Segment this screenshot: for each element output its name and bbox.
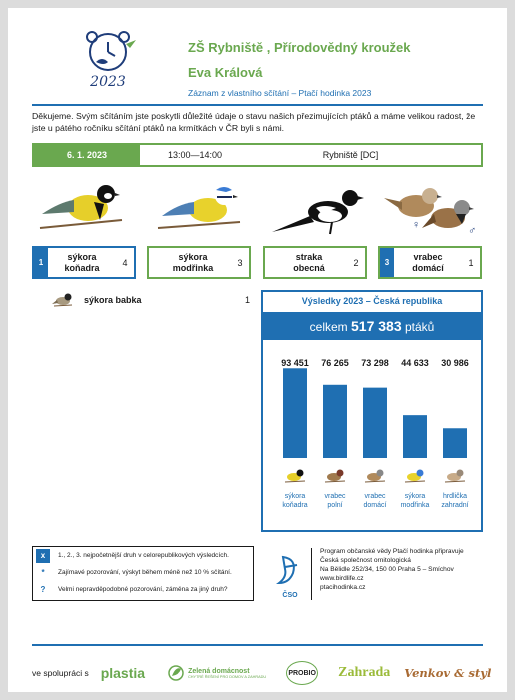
session-bar: [32, 143, 483, 167]
org-link-ptacihodinka[interactable]: ptacihodinka.cz: [320, 583, 366, 591]
total-value: 517 383: [351, 318, 402, 334]
org-line: Česká společnost ornitologická: [320, 556, 411, 564]
thank-you-text: Děkujeme. Svým sčítáním jste poskytli důležité údaje o stavu našich přezimujících ptáků a máme velikou radost, že jste u pátého ročníku sčítání ptáků na krmítkách v ČR byli s námi.: [32, 111, 476, 133]
legend-row: [33, 564, 253, 581]
results-bar-chart: [263, 342, 481, 530]
session-time: 13:00—14:00: [167, 150, 223, 160]
legend-text: Velmi nepravděpodobné pozorování, záměna za jiný druh?: [58, 586, 228, 593]
bar-bird-icon: [445, 470, 465, 483]
blue-tit-illustration: [156, 180, 242, 232]
species-name: sýkora: [178, 251, 208, 262]
legend-key: ?: [40, 585, 46, 594]
ptaci-hodinka-logo: [82, 28, 142, 98]
session-date: 6. 1. 2023: [34, 145, 140, 165]
bottom-divider: [32, 644, 483, 646]
org-divider: [311, 548, 312, 600]
species-name: straka: [295, 251, 323, 262]
species-name: obecná: [293, 262, 325, 273]
female-symbol: ♀: [412, 219, 421, 231]
bar: [443, 428, 467, 458]
species-count: 2: [353, 257, 359, 268]
bar: [323, 385, 347, 458]
category-label: vrabec: [324, 493, 346, 500]
org-info: [320, 548, 490, 593]
bar-bird-icon: [405, 470, 425, 483]
bar: [363, 388, 387, 458]
magpie-illustration: [270, 180, 366, 236]
top-divider: [32, 104, 483, 106]
male-symbol: ♂: [468, 225, 477, 237]
species-count: 4: [122, 257, 128, 268]
species-card-magpie: [263, 246, 367, 279]
logo-year: 2023: [90, 74, 126, 90]
total-suffix: ptáků: [404, 320, 435, 334]
zahrada-logo: Zahrada: [338, 665, 391, 680]
great-tit-illustration: [38, 180, 124, 232]
bar-bird-icon: [365, 470, 385, 483]
rank-badge: 1: [34, 248, 48, 277]
session-place: Rybniště [DC]: [322, 150, 379, 160]
cso-logo-text: ČSO: [282, 592, 298, 599]
probio-logo: PROBIO: [286, 661, 318, 685]
species-name: sýkora babka: [84, 295, 142, 305]
species-name: modřinka: [172, 262, 214, 273]
extra-species-row: [52, 290, 250, 310]
legend-key: *: [41, 568, 45, 577]
org-line: Na Bělidle 252/34, 150 00 Praha 5 – Smíchov: [320, 565, 454, 573]
zelena-title: Zelená domácnost: [188, 667, 250, 675]
species-count: 1: [468, 257, 474, 268]
bar-value-label: 76 265: [321, 358, 349, 368]
rank-badge: 3: [380, 248, 394, 277]
leaf-icon: [167, 664, 185, 682]
school-title: ZŠ Rybniště , Přírodovědný kroužek: [188, 40, 411, 55]
bar-value-label: 93 451: [281, 358, 309, 368]
marsh-tit-icon: [52, 291, 84, 309]
category-label: koňadra: [282, 502, 308, 509]
category-label: sýkora: [284, 493, 306, 500]
bar: [403, 415, 427, 458]
species-count: 3: [237, 257, 243, 268]
national-results-panel: [261, 290, 483, 532]
species-name: koňadra: [64, 262, 100, 273]
total-prefix: celkem: [309, 320, 348, 334]
legend-key: x: [36, 549, 50, 563]
observer-name: Eva Králová: [188, 65, 263, 80]
species-name: domácí: [412, 262, 444, 273]
zelena-tagline: CHYTRÉ ŘEŠENÍ PRO DOMOV A ZAHRADU: [188, 674, 267, 679]
species-name: sýkora: [67, 251, 97, 262]
org-link-birdlife[interactable]: www.birdlife.cz: [320, 574, 364, 582]
results-total: [263, 312, 481, 340]
legend-box: [32, 546, 254, 601]
bar: [283, 368, 307, 458]
record-sheet: [8, 8, 507, 692]
partners-bar: [32, 658, 492, 688]
bar-bird-icon: [325, 470, 345, 483]
category-label: modřinka: [400, 502, 430, 509]
category-label: polní: [327, 502, 343, 509]
bar-value-label: 44 633: [401, 358, 429, 368]
species-count: 1: [244, 295, 250, 305]
species-card-great-tit: [32, 246, 136, 279]
plastia-logo: plastia: [100, 665, 146, 681]
legend-text: Zajímavé pozorování, výskyt během méně než 10 % sčítání.: [58, 569, 232, 576]
partners-label: ve spolupráci s: [32, 668, 89, 678]
bar-value-label: 30 986: [441, 358, 469, 368]
zelena-domacnost-logo: [167, 664, 266, 682]
legend-row: [33, 547, 253, 564]
record-subtitle: Záznam z vlastního sčítání – Ptačí hodinka 2023: [188, 88, 372, 98]
org-line: Program občanské vědy Ptačí hodinka připravuje: [320, 548, 464, 555]
cso-logo: [275, 553, 305, 601]
species-name: vrabec: [413, 251, 443, 262]
legend-text: 1., 2., 3. nejpočetnější druh v celorepublikových výsledcích.: [58, 552, 229, 559]
species-card-house-sparrow: [378, 246, 482, 279]
category-label: vrabec: [364, 493, 386, 500]
category-label: sýkora: [404, 493, 426, 500]
results-heading: Výsledky 2023 – Česká republika: [301, 296, 443, 306]
category-label: zahradní: [441, 502, 469, 509]
bar-bird-icon: [285, 470, 305, 483]
category-label: domácí: [363, 502, 387, 509]
legend-row: [33, 581, 253, 598]
house-sparrow-illustration: [382, 180, 482, 240]
bar-value-label: 73 298: [361, 358, 389, 368]
category-label: hrdlička: [442, 493, 468, 500]
venkov-styl-logo: Venkov & styl: [404, 666, 492, 680]
species-card-blue-tit: [147, 246, 251, 279]
